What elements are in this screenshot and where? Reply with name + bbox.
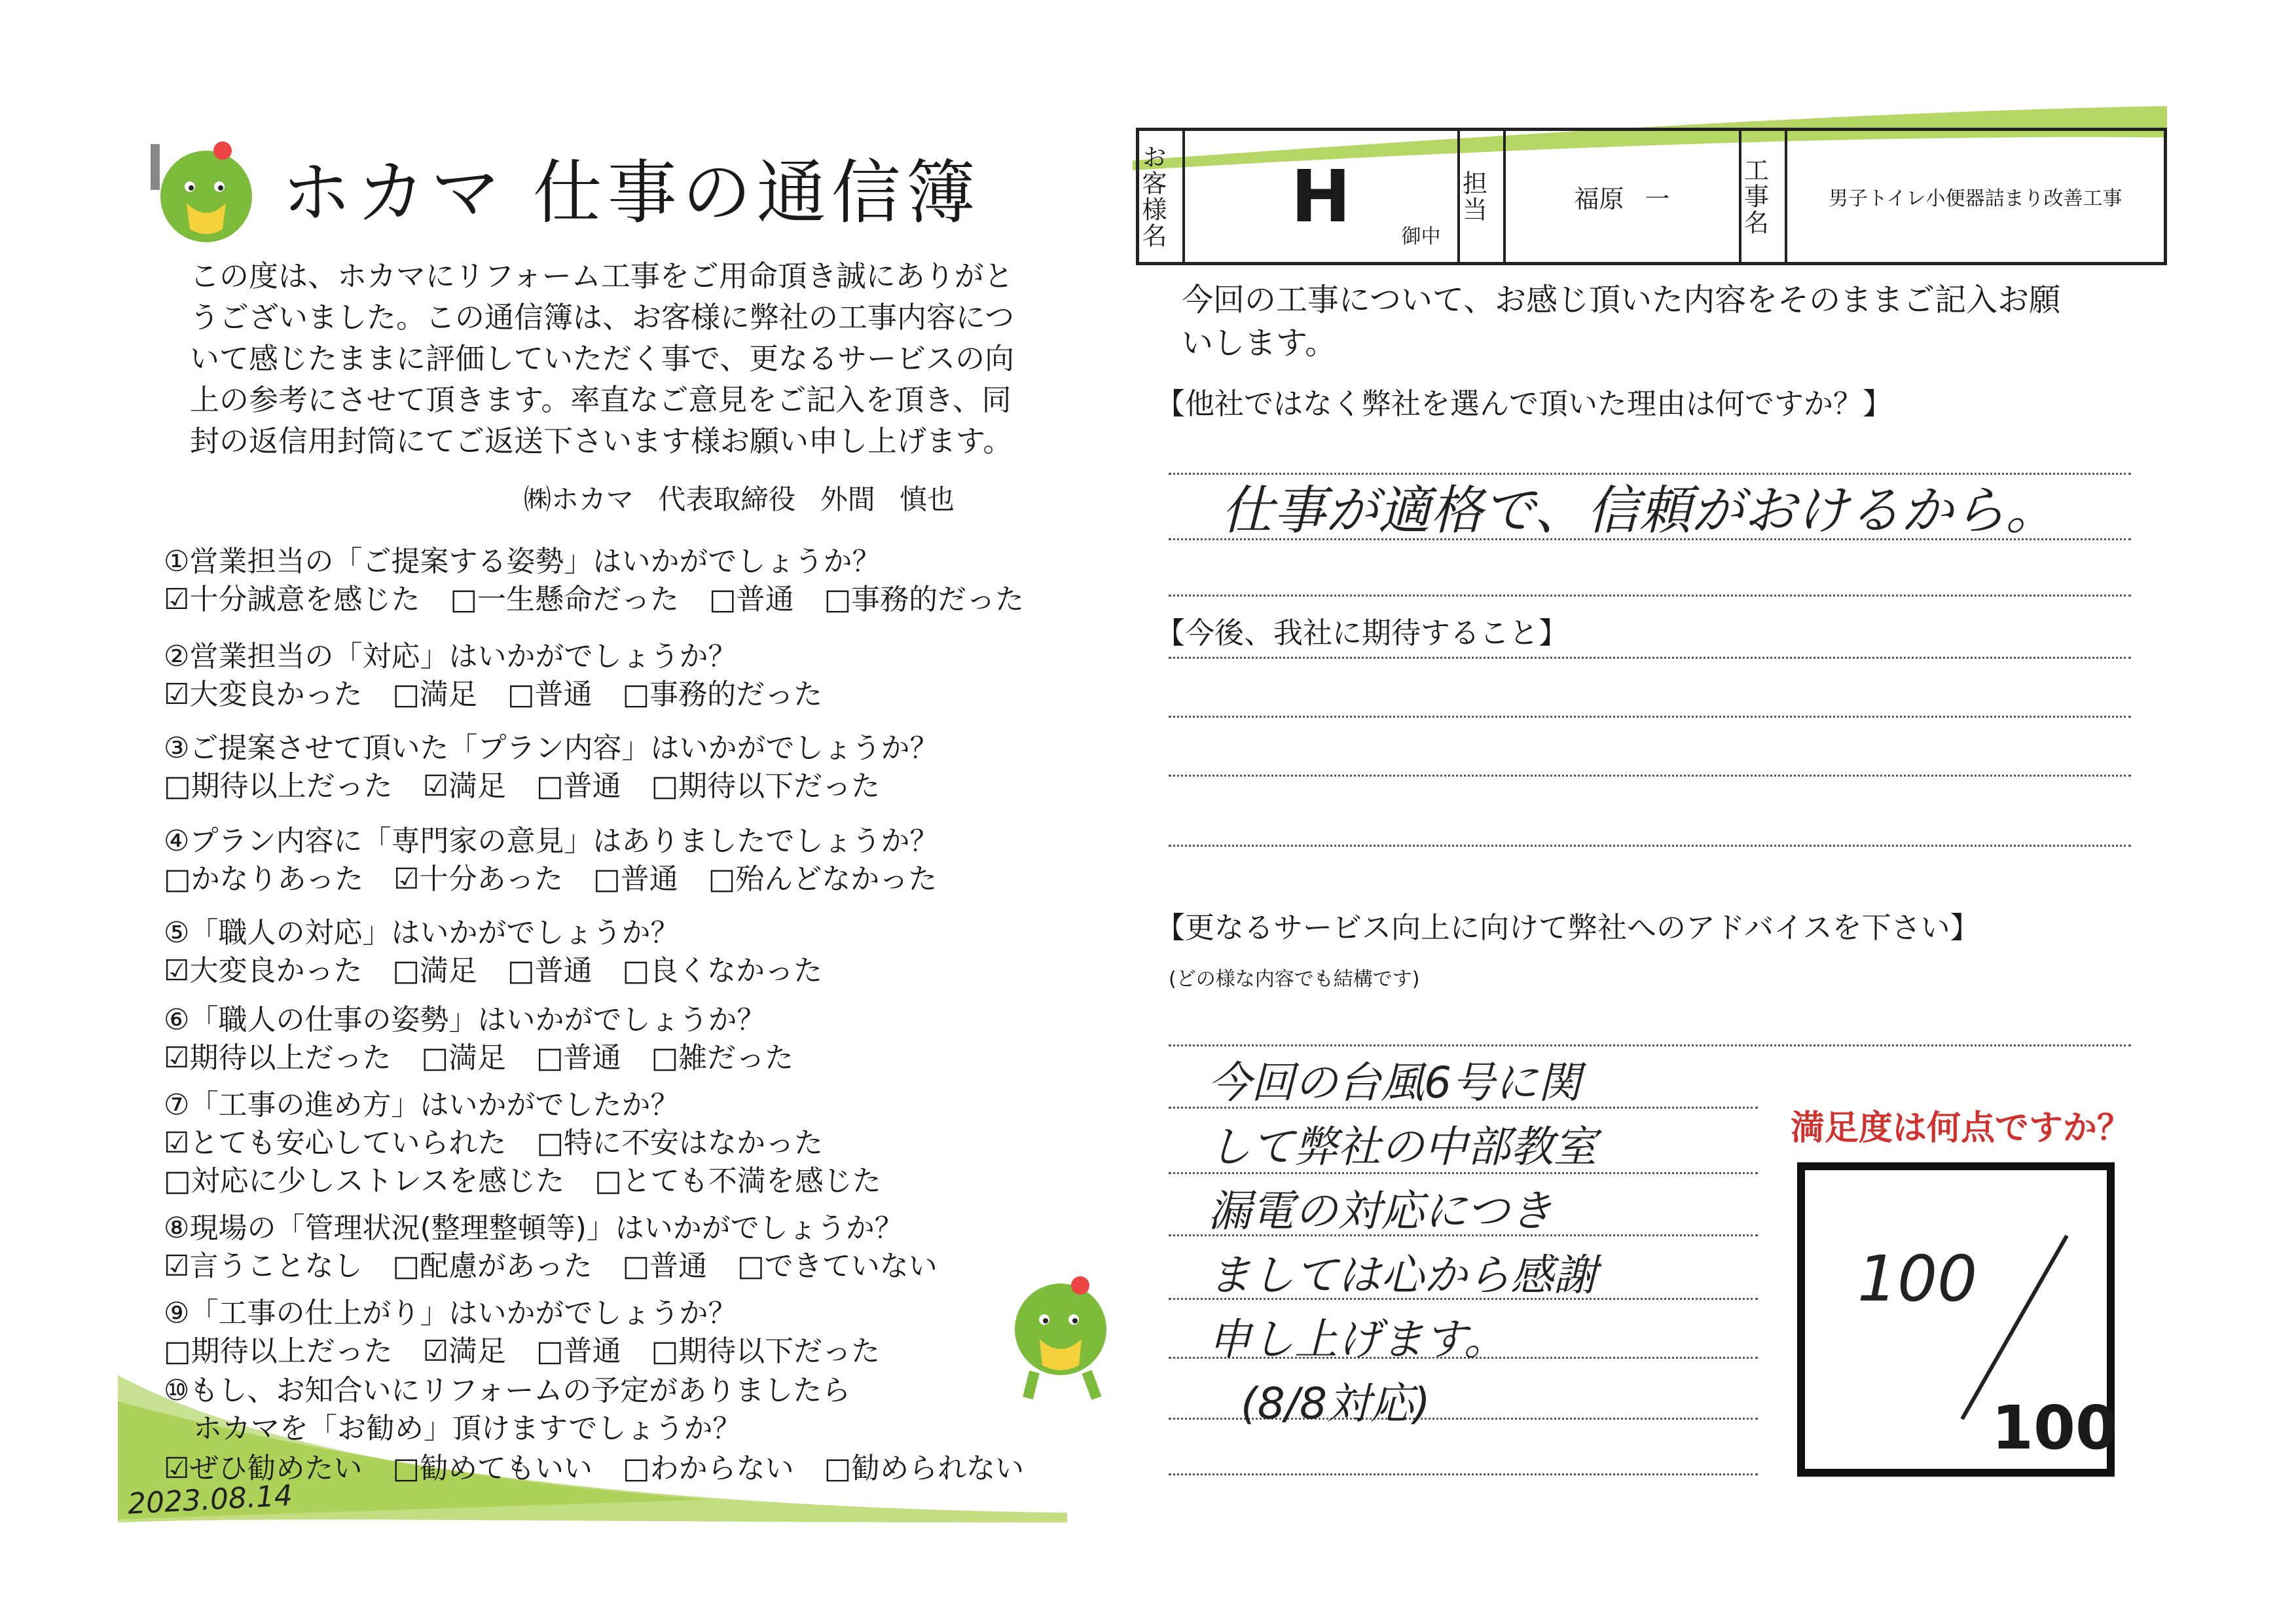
option[interactable]: □特に不安はなかった (536, 1126, 824, 1160)
options-3 (164, 768, 910, 805)
question-1: ①営業担当の「ご提案する姿勢」はいかがでしょうか？ (164, 545, 881, 578)
option[interactable]: □対応に少しストレスを感じた (164, 1164, 565, 1198)
mascot-logo (137, 124, 268, 255)
options-9 (164, 1333, 910, 1370)
options-2 (164, 676, 852, 713)
option[interactable]: □事務的だった (824, 583, 1025, 616)
question-10-line2: ホカマを「お勧め」頂けますでしょうか？ (193, 1412, 742, 1445)
option[interactable]: ☑大変良かった (164, 954, 363, 987)
option[interactable]: ☑十分誠意を感じた (164, 583, 420, 616)
option[interactable]: ☑言うことなし (164, 1249, 363, 1283)
writing-line (1169, 1044, 2131, 1046)
score-max: 100 (1992, 1393, 2118, 1463)
option[interactable]: □事務的だった (622, 678, 823, 711)
option[interactable]: □わからない (623, 1452, 794, 1485)
writing-line (1169, 845, 2131, 847)
option[interactable]: □一生懸命だった (450, 583, 680, 616)
question-9: ⑨「工事の仕上がり」はいかがでしょうか？ (164, 1297, 737, 1330)
option[interactable]: ☑とても安心していられた (164, 1126, 507, 1160)
advice-answer[interactable] (1208, 1051, 1597, 1436)
advice-line: して弊社の中部教室 (1208, 1122, 1597, 1172)
option[interactable]: □普通 (536, 1335, 621, 1368)
staff-label: 担当 (1458, 170, 1487, 223)
option[interactable]: □できていない (737, 1249, 938, 1283)
option[interactable]: □良くなかった (622, 954, 823, 987)
options-10 (164, 1450, 1054, 1487)
options-4 (164, 861, 967, 898)
option[interactable]: □勧められない (824, 1452, 1025, 1485)
option[interactable]: □普通 (593, 862, 678, 896)
option[interactable]: □とても不満を感じた (594, 1164, 881, 1198)
section-reason-heading: 【他社ではなく弊社を選んで頂いた理由は何ですか？】 (1156, 386, 1893, 421)
writing-line (1169, 1473, 1758, 1475)
question-7: ⑦「工事の進め方」はいかがでしたか？ (164, 1088, 680, 1122)
option[interactable]: □期待以下だった (651, 1335, 881, 1368)
writing-line (1169, 595, 2131, 597)
options-7b (164, 1163, 911, 1200)
options-8 (164, 1248, 968, 1285)
writing-line (1169, 657, 2131, 659)
staff-name: 福原 一 (1574, 184, 1670, 213)
question-3: ③ご提案させて頂いた「プラン内容」はいかがでしょうか？ (164, 731, 939, 765)
question-8: ⑧現場の「管理状況(整理整頓等)」はいかがでしょうか？ (164, 1211, 903, 1245)
score-handwritten[interactable]: 100 (1857, 1242, 1978, 1316)
header-table (1136, 128, 2167, 265)
mascot-small-icon (982, 1267, 1139, 1411)
option[interactable]: □普通 (622, 1249, 708, 1283)
options-7a (164, 1125, 853, 1162)
option[interactable]: □普通 (507, 678, 592, 711)
score-box (1797, 1162, 2118, 1477)
intro-text: この度は、ホカマにリフォーム工事をご用命頂き誠にありがとうございました。この通信簿は、お客様に弊社の工事内容について感じたままに評価していただく事で、更なるサービスの向上の参考にさせて頂きます。率直なご意見をご記入を頂き、同封の返信用封筒にてご返送下さいます様お願い申し上げます。 (190, 259, 1015, 458)
option[interactable]: □期待以下だった (651, 769, 881, 803)
advice-line: 漏電の対応につき (1208, 1186, 1553, 1236)
option[interactable]: □かなりあった (164, 862, 364, 896)
option[interactable]: □雑だった (651, 1041, 794, 1075)
lead-text: 今回の工事について、お感じ頂いた内容をそのままご記入お願いします。 (1182, 282, 2061, 361)
options-1 (164, 581, 1054, 618)
satisfaction-heading: 満足度は何点ですか？ (1791, 1109, 2132, 1148)
option[interactable]: □満足 (392, 678, 478, 711)
customer-name: H (1290, 155, 1351, 238)
page-title: ホカマ 仕事の通信簿 (282, 153, 981, 233)
question-4: ④プラン内容に「専門家の意見」はありましたでしょうか？ (164, 824, 939, 858)
option[interactable]: ☑大変良かった (164, 678, 363, 711)
option[interactable]: □勧めてもいい (392, 1452, 593, 1485)
advice-line: 今回の台風6号に関 (1208, 1058, 1581, 1108)
option[interactable]: □満足 (392, 954, 478, 987)
writing-line (1169, 775, 2131, 777)
option[interactable]: □普通 (536, 1041, 621, 1075)
signature: ㈱ホカマ 代表取締役 外間 慎也 (524, 483, 955, 515)
option[interactable]: □配慮があった (392, 1249, 592, 1283)
option[interactable]: ☑満足 (422, 769, 507, 803)
option[interactable]: ☑満足 (422, 1335, 507, 1368)
advice-line: 申し上げます。 (1208, 1314, 1507, 1365)
section-expectation-heading: 【今後、我社に期待すること】 (1156, 616, 1569, 650)
advice-note: (どの様な内容でも結構です) (1169, 968, 1420, 991)
options-6 (164, 1040, 824, 1077)
reason-answer[interactable]: 仕事が適格で、信頼がおけるから。 (1221, 480, 2058, 541)
option[interactable]: □普通 (536, 769, 621, 803)
option[interactable]: ☑十分あった (393, 862, 564, 896)
option[interactable]: ☑ぜひ勧めたい (164, 1452, 363, 1485)
work-label: 工事名 (1740, 157, 1769, 236)
option[interactable]: □殆んどなかった (708, 862, 938, 896)
writing-line (1169, 538, 2131, 540)
section-advice-heading: 【更なるサービス向上に向けて弊社へのアドバイスを下さい】 (1156, 910, 1980, 945)
option[interactable]: □普通 (709, 583, 794, 616)
option[interactable]: □期待以上だった (164, 769, 393, 803)
question-5: ⑤「職人の対応」はいかがでしょうか？ (164, 916, 680, 950)
option[interactable]: □期待以上だった (164, 1335, 393, 1368)
customer-label: お客様名 (1138, 144, 1167, 249)
option[interactable]: □満足 (421, 1041, 507, 1075)
question-10: ⑩もし、お知合いにリフォームの予定がありましたら (164, 1374, 851, 1407)
advice-line: ましては心から感謝 (1208, 1250, 1597, 1301)
work-name: 男子トイレ小便器詰まり改善工事 (1829, 187, 2123, 210)
question-6: ⑥「職人の仕事の姿勢」はいかがでしょうか？ (164, 1003, 766, 1037)
option[interactable]: ☑期待以上だった (164, 1041, 392, 1075)
honorific: 御中 (1401, 225, 1441, 248)
handwritten-date: 2023.08.14 (126, 1479, 294, 1521)
advice-line: (8/8対応) (1241, 1378, 1430, 1429)
writing-line (1169, 716, 2131, 718)
options-5 (164, 953, 852, 989)
option[interactable]: □普通 (507, 954, 592, 987)
question-2: ②営業担当の「対応」はいかがでしょうか？ (164, 640, 737, 673)
